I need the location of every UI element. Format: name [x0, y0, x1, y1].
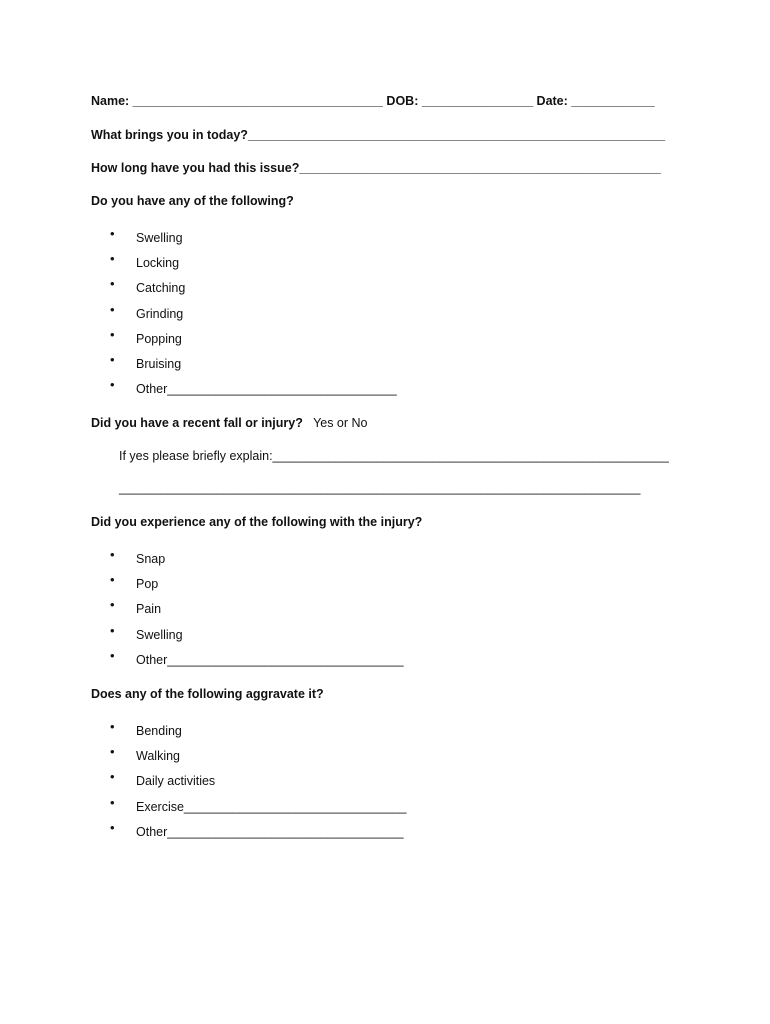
bullet-icon: • — [110, 719, 115, 734]
bullet-icon: • — [110, 251, 115, 267]
experience-heading: Did you experience any of the following with the injury? — [91, 515, 423, 529]
aggravator-other-field[interactable]: Other__________________________________ — [136, 824, 404, 839]
list-item[interactable] — [110, 251, 397, 279]
experience-label: Swelling — [136, 627, 183, 642]
list-item[interactable] — [110, 719, 406, 747]
symptom-label: Swelling — [136, 231, 183, 245]
bullet-icon: • — [110, 377, 115, 393]
recent-fall-label: Did you have a recent fall or injury? — [91, 416, 303, 430]
symptom-label: Bruising — [136, 356, 182, 371]
aggravator-label: Daily activities — [136, 774, 216, 789]
list-item[interactable] — [110, 326, 397, 355]
list-item[interactable] — [110, 647, 404, 676]
symptom-other-field[interactable]: Other_________________________________ — [136, 382, 397, 397]
experience-label: Pain — [136, 602, 162, 617]
symptom-label: Catching — [136, 281, 186, 296]
list-item[interactable] — [110, 769, 406, 797]
injury-experience-list — [110, 547, 404, 676]
aggravator-exercise-field[interactable]: Exercise________________________________ — [136, 799, 407, 814]
symptom-label: Grinding — [136, 306, 184, 321]
bullet-icon: • — [110, 819, 115, 835]
bullet-icon: • — [110, 744, 115, 760]
bullet-icon: • — [110, 794, 115, 810]
list-item[interactable] — [110, 794, 407, 823]
list-item[interactable] — [110, 572, 404, 600]
list-item[interactable] — [110, 301, 397, 330]
bullet-icon: • — [110, 647, 115, 663]
experience-other-field[interactable]: Other__________________________________ — [136, 652, 404, 667]
aggravator-label: Walking — [136, 749, 180, 764]
aggravate-heading: Does any of the following aggravate it? — [91, 687, 324, 701]
list-item[interactable] — [110, 351, 397, 380]
list-item[interactable] — [110, 276, 397, 304]
aggravators-list — [110, 719, 407, 848]
list-item[interactable] — [110, 377, 397, 405]
list-item[interactable] — [110, 226, 397, 254]
bullet-icon: • — [110, 301, 115, 317]
name-dob-date-line[interactable]: Name: ____________________________________ DOB: ________________ Date: ____________ — [91, 94, 655, 108]
yes-or-no-field[interactable]: Yes or No — [313, 416, 368, 430]
bullet-icon: • — [110, 622, 115, 638]
have-following-heading: Do you have any of the following? — [91, 194, 294, 208]
bullet-icon: • — [110, 547, 115, 562]
bullet-icon: • — [110, 226, 115, 241]
bullet-icon: • — [110, 351, 115, 367]
list-item[interactable] — [110, 622, 404, 651]
list-item[interactable] — [110, 547, 404, 575]
list-item[interactable] — [110, 819, 406, 848]
symptoms-list — [110, 226, 397, 405]
bullet-icon: • — [110, 326, 115, 342]
how-long-question[interactable]: How long have you had this issue?____________________________________________________ — [91, 161, 661, 175]
experience-label: Pop — [136, 577, 159, 592]
symptom-label: Popping — [136, 331, 182, 346]
recent-fall-question — [91, 416, 368, 430]
aggravator-label: Bending — [136, 724, 182, 738]
bullet-icon: • — [110, 769, 115, 785]
bullet-icon: • — [110, 597, 115, 613]
symptom-label: Locking — [136, 256, 180, 271]
bullet-icon: • — [110, 572, 115, 588]
bullet-icon: • — [110, 276, 115, 292]
explain-field-line-2[interactable]: ___________________________________________________________________________ — [119, 481, 641, 495]
list-item[interactable] — [110, 744, 406, 772]
what-brings-you-question[interactable]: What brings you in today?____________________________________________________________ — [91, 128, 666, 142]
experience-label: Snap — [136, 552, 166, 566]
list-item[interactable] — [110, 597, 404, 625]
explain-field[interactable]: If yes please briefly explain:_________________________________________________________ — [119, 449, 669, 463]
